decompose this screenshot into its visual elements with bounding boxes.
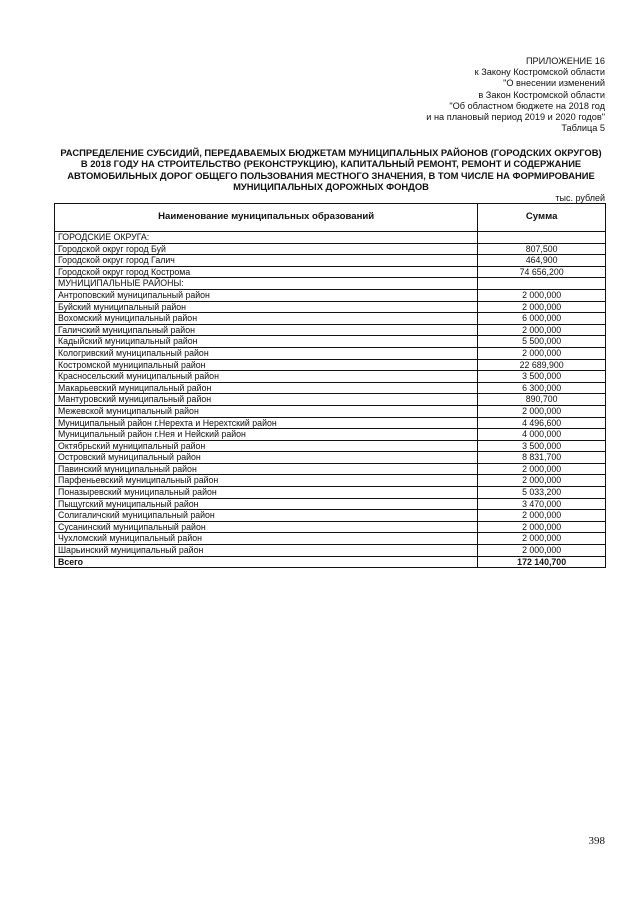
subsidy-sum-cell: 2 000,000 (478, 521, 606, 533)
table-row (55, 243, 606, 255)
municipality-name-cell: Городской округ город Кострома (55, 266, 478, 278)
appendix-line: ПРИЛОЖЕНИЕ 16 (525, 56, 605, 66)
table-body (55, 232, 606, 568)
table-row (55, 371, 606, 383)
units-label: тыс. рублей (555, 193, 605, 203)
subsidy-table (54, 203, 606, 568)
municipality-name-cell: Сусанинский муниципальный район (55, 521, 478, 533)
subsidy-sum-cell: 2 000,000 (478, 347, 606, 359)
table-total-row (55, 556, 606, 568)
municipality-name-cell: Макарьевский муниципальный район (55, 382, 478, 394)
subsidy-sum-cell: 2 000,000 (478, 301, 606, 313)
subsidy-sum-cell: 2 000,000 (478, 289, 606, 301)
table-row (55, 382, 606, 394)
column-header-sum: Сумма (478, 204, 606, 232)
table-row (55, 533, 606, 545)
subsidy-sum-cell: 464,900 (478, 255, 606, 267)
subsidy-sum-cell: 890,700 (478, 394, 606, 406)
total-sum-cell: 172 140,700 (478, 556, 606, 568)
municipality-name-cell: Костромской муниципальный район (55, 359, 478, 371)
municipality-name-cell: Кадыйский муниципальный район (55, 336, 478, 348)
municipality-name-cell: Красносельский муниципальный район (55, 371, 478, 383)
municipality-name-cell: Поназыревский муниципальный район (55, 487, 478, 499)
subsidy-sum-cell: 3 470,000 (478, 498, 606, 510)
table-row (55, 463, 606, 475)
municipality-name-cell: Буйский муниципальный район (55, 301, 478, 313)
table-section-row (55, 232, 606, 244)
appendix-line: "О внесении изменений (503, 78, 605, 89)
municipality-name-cell: МУНИЦИПАЛЬНЫЕ РАЙОНЫ: (55, 278, 478, 290)
document-title: РАСПРЕДЕЛЕНИЕ СУБСИДИЙ, ПЕРЕДАВАЕМЫХ БЮДЖЕТАМ МУНИЦИПАЛЬНЫХ РАЙОНОВ (ГОРОДСКИХ ОКРУГОВ) В 2018 ГОДУ НА СТРОИТЕЛЬСТВО (РЕКОНСТРУКЦИЮ), КАПИТАЛЬНЫЙ РЕМОНТ, РЕМОНТ И СОДЕРЖАНИЕ АВТОМОБИЛЬНЫХ ДОРОГ ОБЩЕГО ПОЛЬЗОВАНИЯ МЕСТНОГО ЗНАЧЕНИЯ, В ТОМ ЧИСЛЕ НА ФОРМИРОВАНИЕ МУНИЦИПАЛЬНЫХ ДОРОЖНЫХ ФОНДОВ (60, 147, 602, 193)
subsidy-sum-cell: 3 500,000 (478, 371, 606, 383)
table-row (55, 336, 606, 348)
subsidy-sum-cell: 2 000,000 (478, 405, 606, 417)
subsidy-sum-cell: 2 000,000 (478, 475, 606, 487)
municipality-name-cell: Солигаличский муниципальный район (55, 510, 478, 522)
subsidy-sum-cell: 6 300,000 (478, 382, 606, 394)
subsidy-sum-cell: 2 000,000 (478, 545, 606, 557)
subsidy-sum-cell: 4 496,600 (478, 417, 606, 429)
table-row (55, 498, 606, 510)
subsidy-sum-cell: 2 000,000 (478, 324, 606, 336)
table-row (55, 347, 606, 359)
subsidy-sum-cell: 2 000,000 (478, 463, 606, 475)
subsidy-sum-cell: 8 831,700 (478, 452, 606, 464)
table-section-row (55, 278, 606, 290)
subsidy-sum-cell: 22 689,900 (478, 359, 606, 371)
appendix-line: "Об областном бюджете на 2018 год (449, 100, 605, 111)
table-row (55, 417, 606, 429)
table-row (55, 475, 606, 487)
table-row (55, 510, 606, 522)
table-row (55, 289, 606, 301)
municipality-name-cell: Городской округ город Галич (55, 255, 478, 267)
municipality-name-cell: Островский муниципальный район (55, 452, 478, 464)
table-row (55, 521, 606, 533)
appendix-header (305, 56, 605, 134)
municipality-name-cell: Мантуровский муниципальный район (55, 394, 478, 406)
municipality-name-cell: Антроповский муниципальный район (55, 289, 478, 301)
municipality-name-cell: Городской округ город Буй (55, 243, 478, 255)
total-label-cell: Всего (55, 556, 478, 568)
table-row (55, 429, 606, 441)
table-row (55, 301, 606, 313)
municipality-name-cell: Чухломский муниципальный район (55, 533, 478, 545)
table-row (55, 487, 606, 499)
table-row (55, 255, 606, 267)
appendix-line: в Закон Костромской области (478, 89, 605, 100)
subsidy-sum-cell: 5 033,200 (478, 487, 606, 499)
table-header-row (55, 204, 606, 232)
subsidy-sum-cell: 6 000,000 (478, 313, 606, 325)
municipality-name-cell: ГОРОДСКИЕ ОКРУГА: (55, 232, 478, 244)
appendix-line: к Закону Костромской области (474, 67, 605, 78)
subsidy-sum-cell: 4 000,000 (478, 429, 606, 441)
table-row (55, 359, 606, 371)
table-row (55, 405, 606, 417)
table-row (55, 440, 606, 452)
subsidy-sum-cell: 74 656,200 (478, 266, 606, 278)
municipality-name-cell: Парфеньевский муниципальный район (55, 475, 478, 487)
table-row (55, 545, 606, 557)
subsidy-sum-cell (478, 278, 606, 290)
table-row (55, 266, 606, 278)
subsidy-sum-cell: 2 000,000 (478, 533, 606, 545)
table-row (55, 324, 606, 336)
municipality-name-cell: Шарьинский муниципальный район (55, 545, 478, 557)
municipality-name-cell: Кологривский муниципальный район (55, 347, 478, 359)
municipality-name-cell: Межевской муниципальный район (55, 405, 478, 417)
appendix-line: и на плановый период 2019 и 2020 годов" (426, 112, 605, 123)
municipality-name-cell: Октябрьский муниципальный район (55, 440, 478, 452)
subsidy-sum-cell: 3 500,000 (478, 440, 606, 452)
column-header-name: Наименование муниципальных образований (55, 204, 478, 232)
table-number: Таблица 5 (561, 123, 605, 134)
subsidy-sum-cell (478, 232, 606, 244)
subsidy-sum-cell: 2 000,000 (478, 510, 606, 522)
municipality-name-cell: Пыщугский муниципальный район (55, 498, 478, 510)
municipality-name-cell: Вохомский муниципальный район (55, 313, 478, 325)
municipality-name-cell: Галичский муниципальный район (55, 324, 478, 336)
subsidy-sum-cell: 807,500 (478, 243, 606, 255)
table-row (55, 452, 606, 464)
page-number: 398 (588, 835, 605, 847)
municipality-name-cell: Муниципальный район г.Нерехта и Нерехтский район (55, 417, 478, 429)
table-row (55, 394, 606, 406)
municipality-name-cell: Муниципальный район г.Нея и Нейский район (55, 429, 478, 441)
table-row (55, 313, 606, 325)
municipality-name-cell: Павинский муниципальный район (55, 463, 478, 475)
subsidy-sum-cell: 5 500,000 (478, 336, 606, 348)
